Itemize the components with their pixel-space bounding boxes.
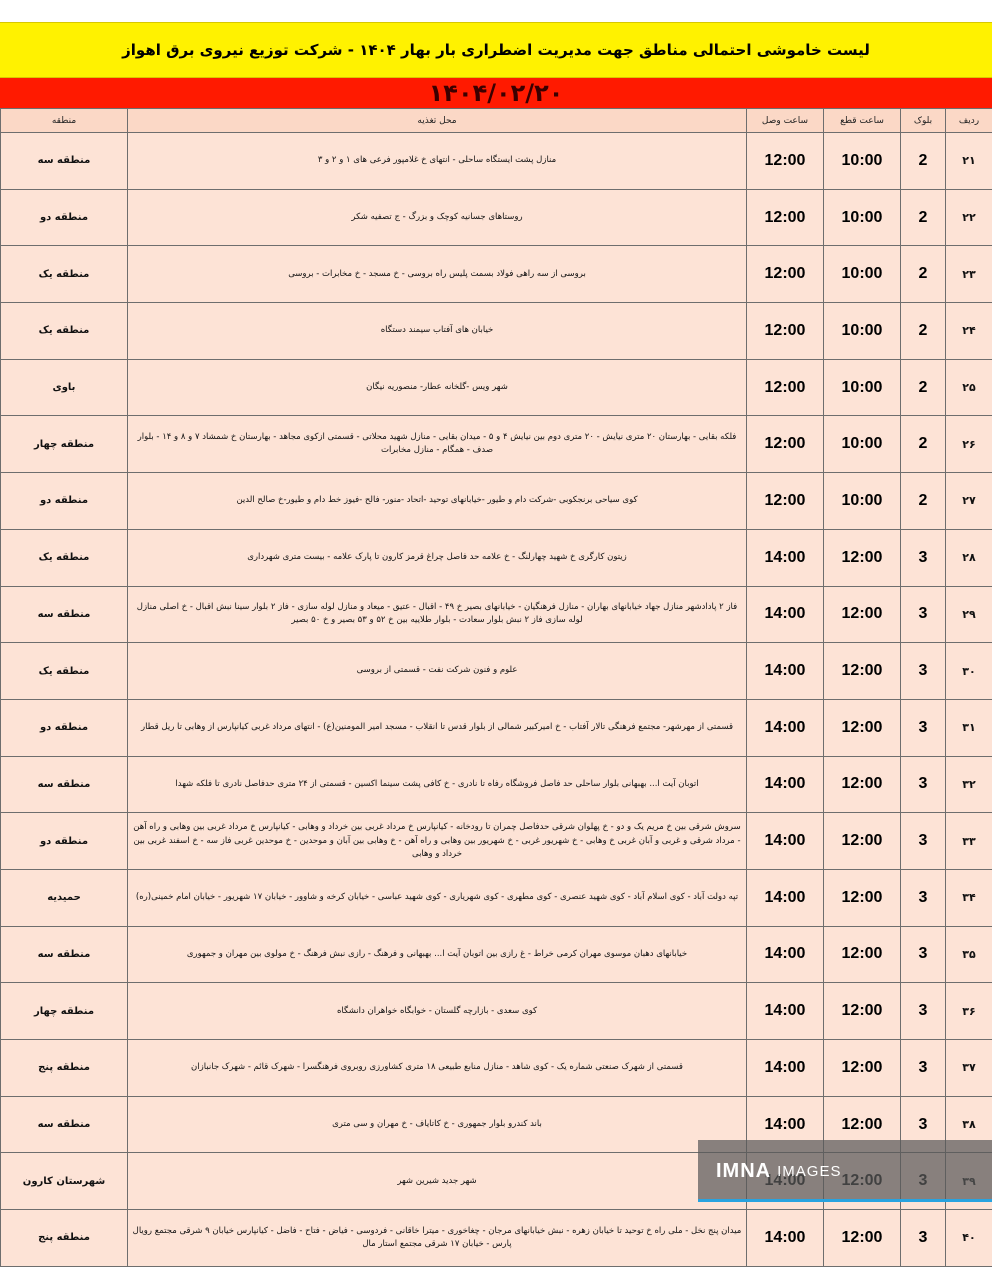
row-number: ۴۰ bbox=[946, 1210, 992, 1267]
row-location: شهر ویس -گلخانه عطار- منصوریه نیگان bbox=[128, 359, 747, 416]
row-location: منازل پشت ایستگاه ساحلی - انتهای خ غلامپور فرعی های ۱ و ۲ و ۳ bbox=[128, 133, 747, 190]
row-cut-time: 10:00 bbox=[824, 189, 901, 246]
row-block: 3 bbox=[901, 983, 946, 1040]
row-connect-time: 14:00 bbox=[747, 643, 824, 700]
row-location: قسمتی از شهرک صنعتی شماره یک - کوی شاهد - منازل منابع طبیعی ۱۸ متری کشاورزی روبروی فرهنگسرا - شهرک قائم - شهرک جانبازان bbox=[128, 1040, 747, 1097]
row-location: بروسی از سه راهی فولاد بسمت پلیس راه بروسی - خ مسجد - خ مخابرات - بروسی bbox=[128, 246, 747, 303]
row-area: منطقه سه bbox=[1, 586, 128, 643]
table-row bbox=[1, 416, 992, 473]
row-connect-time: 14:00 bbox=[747, 1210, 824, 1267]
row-connect-time: 12:00 bbox=[747, 189, 824, 246]
row-number: ۲۳ bbox=[946, 246, 992, 303]
document-title: لیست خاموشی احتمالی مناطق جهت مدیریت اضطراری بار بهار ۱۴۰۴ - شرکت توزیع نیروی برق اهواز bbox=[122, 41, 870, 59]
row-cut-time: 12:00 bbox=[824, 529, 901, 586]
table-row bbox=[1, 813, 992, 870]
row-block: 3 bbox=[901, 1210, 946, 1267]
row-area: منطقه سه bbox=[1, 1096, 128, 1153]
table-row bbox=[1, 1040, 992, 1097]
row-connect-time: 14:00 bbox=[747, 926, 824, 983]
row-location: فاز ۲ پادادشهر منازل جهاد خیابانهای بهاران - منازل فرهنگیان - خیابانهای بصیر خ ۴۹ - اقبال - عتیق - میعاد و منازل لوله سازی - فاز ۲ بلوار سینا نبش اقبال - خ اصلی منازل لوله سازی فاز ۲ نبش بلوار سعادت - بلوار طلاییه بین خ ۵۲ و ۵۳ بصیر و خ ۵۰ بصیر bbox=[128, 586, 747, 643]
table-header-row bbox=[1, 109, 992, 133]
row-number: ۳۷ bbox=[946, 1040, 992, 1097]
title-bar bbox=[0, 22, 992, 78]
row-area: منطقه دو bbox=[1, 699, 128, 756]
row-cut-time: 12:00 bbox=[824, 586, 901, 643]
row-connect-time: 12:00 bbox=[747, 359, 824, 416]
row-number: ۲۴ bbox=[946, 303, 992, 360]
row-area: منطقه پنج bbox=[1, 1040, 128, 1097]
row-location: خیابان های آفتاب سیمند دستگاه bbox=[128, 303, 747, 360]
row-area: منطقه سه bbox=[1, 926, 128, 983]
row-location: خیابانهای دهبان موسوی مهران کرمی خراط - غ رازی بین اتوبان آیت ا... بهبهانی و فرهنگ - رازی نبش فرهنگ - خ مولوی بین مهران و جمهوری bbox=[128, 926, 747, 983]
row-number: ۲۹ bbox=[946, 586, 992, 643]
watermark-logo: IMNA bbox=[716, 1159, 772, 1182]
row-connect-time: 14:00 bbox=[747, 1040, 824, 1097]
column-header-location: محل تغذیه bbox=[128, 109, 747, 133]
row-connect-time: 14:00 bbox=[747, 813, 824, 870]
watermark-underline bbox=[698, 1199, 992, 1202]
table-row bbox=[1, 359, 992, 416]
row-number: ۳۲ bbox=[946, 756, 992, 813]
row-area: باوی bbox=[1, 359, 128, 416]
row-connect-time: 12:00 bbox=[747, 473, 824, 530]
row-number: ۲۵ bbox=[946, 359, 992, 416]
row-block: 3 bbox=[901, 699, 946, 756]
date-bar bbox=[0, 78, 992, 108]
row-area: منطقه پنج bbox=[1, 1210, 128, 1267]
row-number: ۳۵ bbox=[946, 926, 992, 983]
row-area: حمیدیه bbox=[1, 869, 128, 926]
row-number: ۳۱ bbox=[946, 699, 992, 756]
table-row bbox=[1, 983, 992, 1040]
row-block: 3 bbox=[901, 586, 946, 643]
row-location: فلکه بقایی - بهارستان ۲۰ متری نیایش - ۲۰ متری دوم بین نیایش ۴ و ۵ - میدان بقایی - منازل شهید محلاتی - قسمتی ازکوی مجاهد - بهارستان خ شمشاد ۷ و ۸ و ۱۴ - بلوار صدف - همگام - منازل مخابرات bbox=[128, 416, 747, 473]
row-cut-time: 10:00 bbox=[824, 133, 901, 190]
column-header-area: منطقه bbox=[1, 109, 128, 133]
row-connect-time: 12:00 bbox=[747, 303, 824, 360]
schedule-date: ۱۴۰۴/۰۲/۲۰ bbox=[428, 79, 564, 107]
row-block: 2 bbox=[901, 246, 946, 303]
row-cut-time: 12:00 bbox=[824, 813, 901, 870]
row-connect-time: 12:00 bbox=[747, 246, 824, 303]
row-cut-time: 12:00 bbox=[824, 756, 901, 813]
row-cut-time: 12:00 bbox=[824, 1210, 901, 1267]
table-row bbox=[1, 133, 992, 190]
row-block: 2 bbox=[901, 303, 946, 360]
row-connect-time: 14:00 bbox=[747, 586, 824, 643]
row-cut-time: 10:00 bbox=[824, 473, 901, 530]
row-cut-time: 12:00 bbox=[824, 643, 901, 700]
row-number: ۲۷ bbox=[946, 473, 992, 530]
row-cut-time: 12:00 bbox=[824, 869, 901, 926]
row-connect-time: 14:00 bbox=[747, 983, 824, 1040]
table-row bbox=[1, 699, 992, 756]
row-area: منطقه دو bbox=[1, 473, 128, 530]
row-cut-time: 10:00 bbox=[824, 359, 901, 416]
row-connect-time: 14:00 bbox=[747, 756, 824, 813]
row-block: 3 bbox=[901, 529, 946, 586]
row-location: اتوبان آیت ا... بهبهانی بلوار ساحلی حد فاصل فروشگاه رفاه تا نادری - خ کافی پشت سینما اکسین - قسمتی از ۲۴ متری حدفاصل نادری تا فلکه شهدا bbox=[128, 756, 747, 813]
table-row bbox=[1, 303, 992, 360]
table-row bbox=[1, 586, 992, 643]
column-header-block: بلوک bbox=[901, 109, 946, 133]
row-location: میدان پنج نخل - ملی راه خ توحید تا خیابان زهره - نبش خیابانهای مرجان - چغاخوری - میترا خاقانی - فردوسی - فیاض - فتاح - فاضل - کیانپارس خیابان ۹ شرقی مجتمع رویال پارس - خیابان ۱۷ شرقی مجتمع استار مال bbox=[128, 1210, 747, 1267]
row-block: 3 bbox=[901, 1096, 946, 1153]
row-block: 2 bbox=[901, 416, 946, 473]
row-block: 3 bbox=[901, 643, 946, 700]
row-number: ۳۳ bbox=[946, 813, 992, 870]
row-number: ۳۰ bbox=[946, 643, 992, 700]
row-cut-time: 12:00 bbox=[824, 699, 901, 756]
row-area: منطقه یک bbox=[1, 643, 128, 700]
row-connect-time: 14:00 bbox=[747, 869, 824, 926]
row-area: منطقه یک bbox=[1, 246, 128, 303]
row-number: ۲۸ bbox=[946, 529, 992, 586]
column-header-connect-time: ساعت وصل bbox=[747, 109, 824, 133]
row-area: منطقه چهار bbox=[1, 416, 128, 473]
row-cut-time: 12:00 bbox=[824, 983, 901, 1040]
imna-watermark bbox=[698, 1140, 992, 1202]
column-header-row-number: ردیف bbox=[946, 109, 992, 133]
outage-schedule-table bbox=[0, 108, 992, 1267]
row-area: شهرستان کارون bbox=[1, 1153, 128, 1210]
row-cut-time: 12:00 bbox=[824, 1040, 901, 1097]
row-cut-time: 10:00 bbox=[824, 246, 901, 303]
row-block: 3 bbox=[901, 869, 946, 926]
row-number: ۲۲ bbox=[946, 189, 992, 246]
row-area: منطقه سه bbox=[1, 133, 128, 190]
row-block: 2 bbox=[901, 189, 946, 246]
table-row bbox=[1, 473, 992, 530]
row-area: منطقه یک bbox=[1, 303, 128, 360]
row-location: شهر جدید شیرین شهر bbox=[128, 1153, 747, 1210]
row-block: 2 bbox=[901, 473, 946, 530]
row-cut-time: 12:00 bbox=[824, 1096, 901, 1153]
row-area: منطقه چهار bbox=[1, 983, 128, 1040]
row-cut-time: 10:00 bbox=[824, 416, 901, 473]
row-location: کوی سیاحی برنجکوبی -شرکت دام و طیور -خیابانهای توحید -اتحاد -منور- فالح -فیوز خط دام و طیور-خ صالح الدین bbox=[128, 473, 747, 530]
row-location: سروش شرقی بین خ مریم یک و دو - خ پهلوان شرقی حدفاصل چمران تا رودخانه - کیانپارس خ مرداد غربی بین خرداد و وهابی - کیانپارس خ مرداد غربی بین وهابی و راه آهن - مرداد شرقی و غربی و آبان غربی خ وهابی - خ شهریور غربی - خ شهریور بین وهابی و راه آهن - خ وهابی بین آبان و موحدین - خ موحدین غربی فاز سه - خ اسفند غربی بین خرداد و وهابی bbox=[128, 813, 747, 870]
row-block: 2 bbox=[901, 133, 946, 190]
row-location: تپه دولت آباد - کوی اسلام آباد - کوی شهید عنصری - کوی مطهری - کوی شهریاری - کوی شهید عباسی - خیابان کرخه و شاوور - خیابان ۱۷ شهریور - خیابان امام خمینی(ره) bbox=[128, 869, 747, 926]
column-header-cut-time: ساعت قطع bbox=[824, 109, 901, 133]
table-row bbox=[1, 189, 992, 246]
row-area: منطقه دو bbox=[1, 189, 128, 246]
row-number: ۲۶ bbox=[946, 416, 992, 473]
row-connect-time: 12:00 bbox=[747, 133, 824, 190]
row-connect-time: 14:00 bbox=[747, 529, 824, 586]
row-area: منطقه دو bbox=[1, 813, 128, 870]
row-block: 3 bbox=[901, 813, 946, 870]
row-connect-time: 12:00 bbox=[747, 416, 824, 473]
row-number: ۳۴ bbox=[946, 869, 992, 926]
table-row bbox=[1, 756, 992, 813]
table-row bbox=[1, 869, 992, 926]
table-row bbox=[1, 643, 992, 700]
row-area: منطقه یک bbox=[1, 529, 128, 586]
row-location: کوی سعدی - بازارچه گلستان - خوابگاه خواهران دانشگاه bbox=[128, 983, 747, 1040]
row-connect-time: 14:00 bbox=[747, 1096, 824, 1153]
row-block: 3 bbox=[901, 926, 946, 983]
table-row bbox=[1, 926, 992, 983]
row-connect-time: 14:00 bbox=[747, 699, 824, 756]
row-number: ۳۸ bbox=[946, 1096, 992, 1153]
row-location: روستاهای جسانیه کوچک و بزرگ - ج تصفیه شکر bbox=[128, 189, 747, 246]
row-block: 3 bbox=[901, 756, 946, 813]
row-block: 2 bbox=[901, 359, 946, 416]
table-body bbox=[1, 133, 992, 1267]
row-location: زیتون کارگری خ شهید چهارلنگ - خ علامه حد فاصل چراغ قرمز کارون تا پارک علامه - بیست متری شهرداری bbox=[128, 529, 747, 586]
table-row bbox=[1, 1210, 992, 1267]
row-cut-time: 10:00 bbox=[824, 303, 901, 360]
row-location: باند کندرو بلوار جمهوری - خ کاتایاف - خ مهران و سی متری bbox=[128, 1096, 747, 1153]
row-block: 3 bbox=[901, 1040, 946, 1097]
row-location: علوم و فنون شرکت نفت - قسمتی از بروسی bbox=[128, 643, 747, 700]
row-area: منطقه سه bbox=[1, 756, 128, 813]
row-number: ۲۱ bbox=[946, 133, 992, 190]
row-cut-time: 12:00 bbox=[824, 926, 901, 983]
table-row bbox=[1, 529, 992, 586]
row-location: قسمتی از مهرشهر- مجتمع فرهنگی تالار آفتاب - خ امیرکبیر شمالی از بلوار قدس تا انقلاب - مسجد امیر المومنین(ع) - انتهای مرداد غربی کیانپارس از وهابی تا ریل قطار bbox=[128, 699, 747, 756]
table-row bbox=[1, 246, 992, 303]
top-strip bbox=[0, 0, 992, 22]
row-number: ۳۶ bbox=[946, 983, 992, 1040]
watermark-label: IMAGES bbox=[777, 1162, 842, 1180]
